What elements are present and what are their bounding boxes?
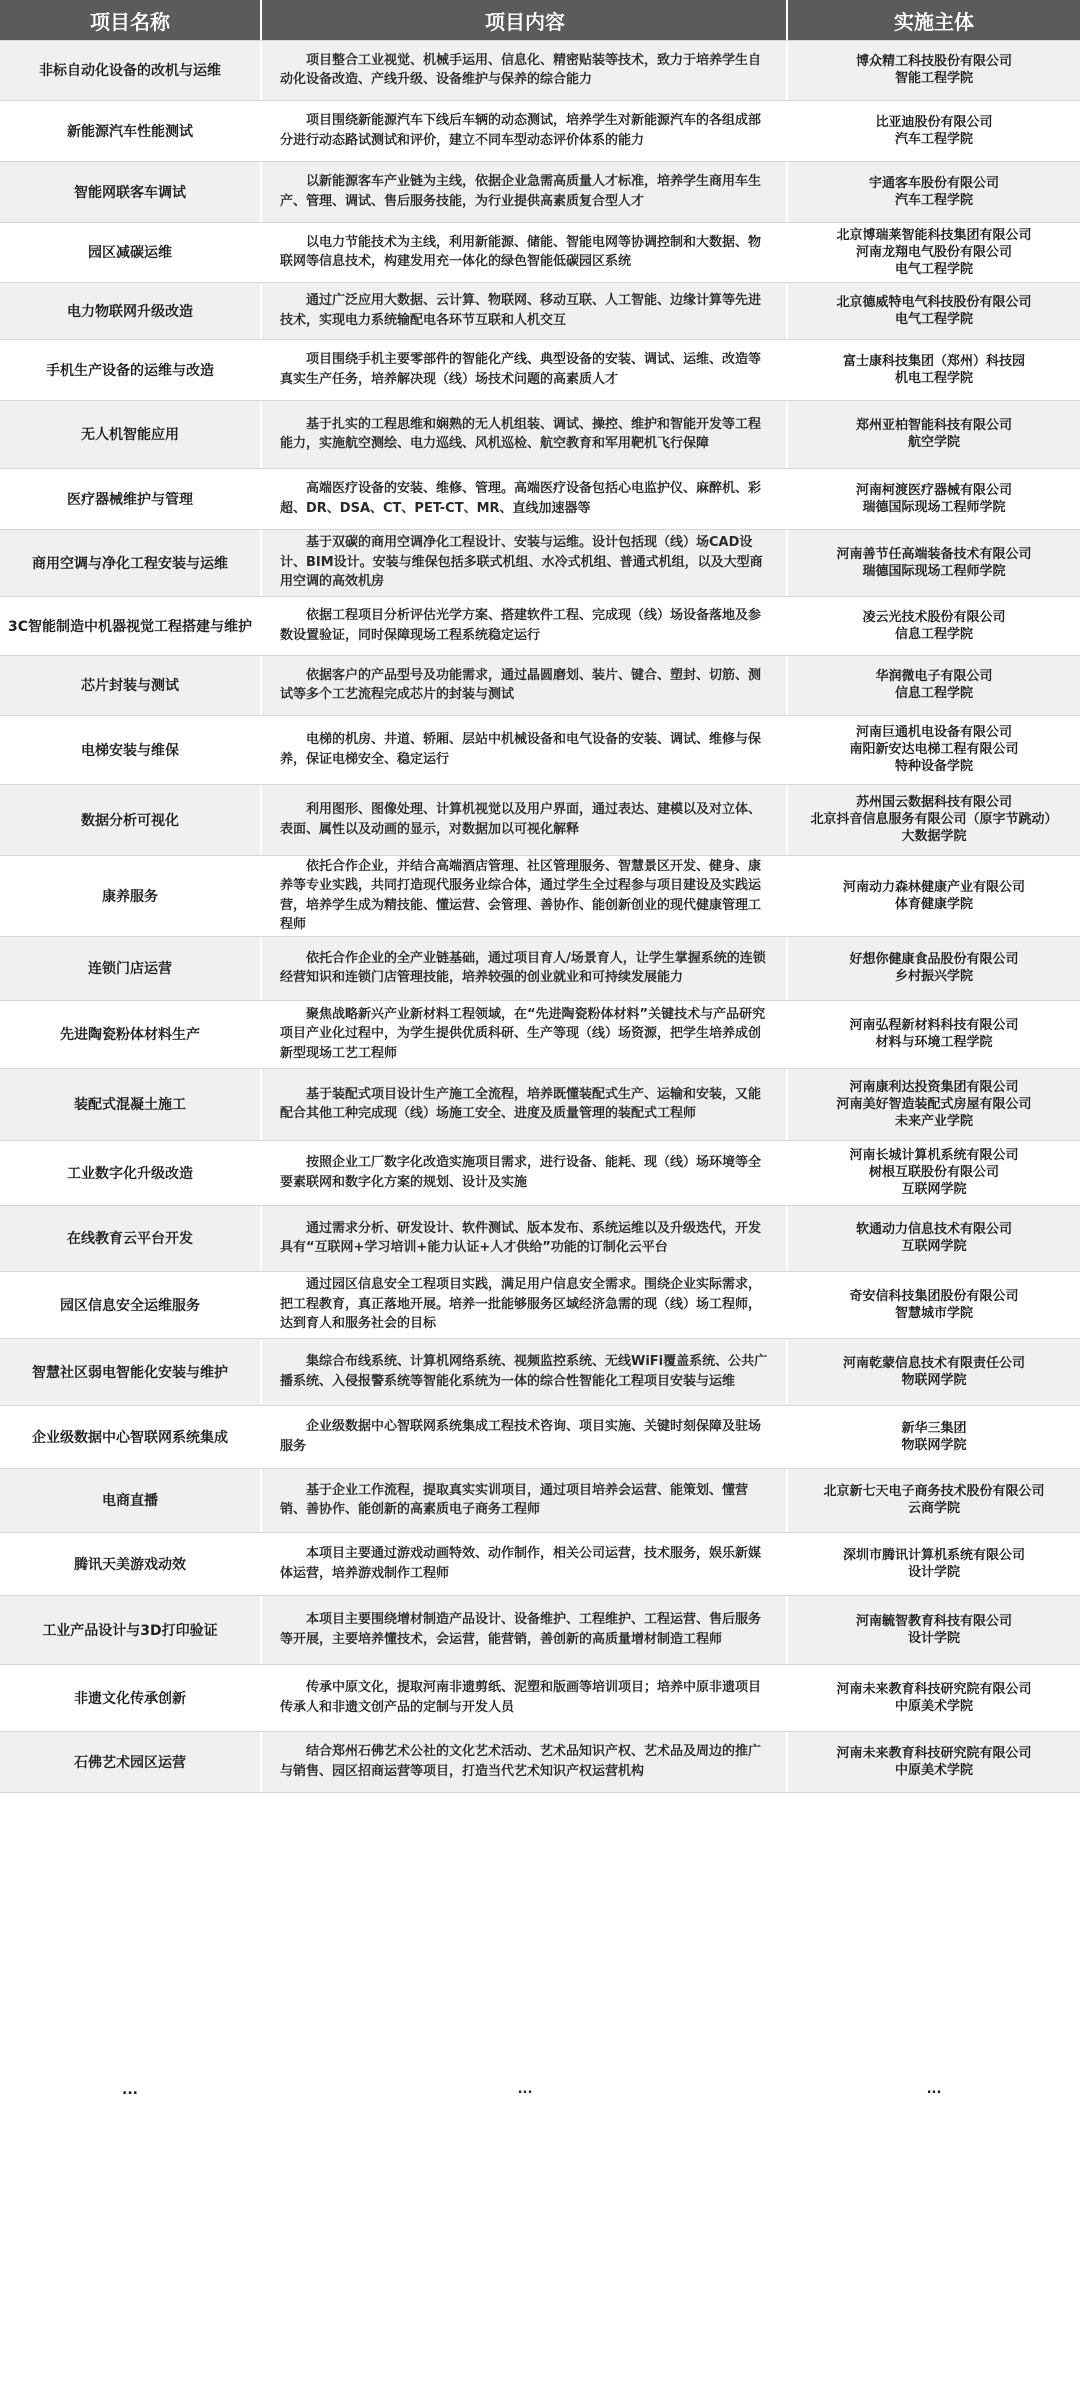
table-row bbox=[0, 1205, 1080, 1271]
implementer-name: 互联网学院 bbox=[901, 1239, 967, 1254]
project-name: 医疗器械维护与管理 bbox=[67, 491, 193, 508]
project-content-cell bbox=[262, 1000, 788, 1068]
implementer-name: 信息工程学院 bbox=[894, 626, 973, 642]
project-name: 非遗文化传承创新 bbox=[74, 1690, 186, 1707]
project-name-cell bbox=[0, 161, 262, 222]
row-divider bbox=[0, 1595, 1080, 1596]
project-content: 集综合布线系统、计算机网络系统、视频监控系统、无线WiFi覆盖系统、公共广播系统、入侵报警系统等智能化系统为一体的综合性智能化工程项目安装与运维 bbox=[280, 1354, 768, 1389]
project-name: 腾讯天美游戏动效 bbox=[74, 1556, 186, 1573]
project-content-cell bbox=[262, 1595, 788, 1664]
implementer-name: 航空学院 bbox=[907, 435, 960, 450]
project-content-cell bbox=[262, 1731, 788, 1792]
project-content: 企业级数据中心智联网系统集成工程技术咨询、项目实施、关键时刻保障及驻场服务 bbox=[280, 1419, 762, 1454]
implementer-cell bbox=[788, 1000, 1080, 1068]
implementer-cell bbox=[788, 100, 1080, 161]
row-divider bbox=[0, 161, 1080, 162]
project-content: 项目围绕新能源汽车下线后车辆的动态测试，培养学生对新能源汽车的各组成部分进行动态路试测试和评价，建立不同车型动态评价体系的能力 bbox=[280, 113, 762, 148]
project-content-cell bbox=[262, 715, 788, 784]
implementer-name: 奇安信科技集团股份有限公司 bbox=[849, 1288, 1019, 1304]
project-content: 项目整合工业视觉、机械手运用、信息化、精密贴装等技术，致力于培养学生自动化设备改造、产线升级、设备维护与保养的综合能力 bbox=[280, 52, 762, 87]
implementer-name: 河南未来教育科技研究院有限公司 bbox=[836, 1681, 1032, 1697]
row-divider bbox=[0, 1664, 1080, 1665]
table-row bbox=[0, 100, 1080, 161]
implementer-name: 物联网学院 bbox=[901, 1372, 967, 1388]
project-name: 商用空调与净化工程安装与运维 bbox=[32, 555, 228, 572]
project-name: 电梯安装与维保 bbox=[81, 742, 179, 759]
project-content-cell bbox=[262, 1664, 788, 1731]
project-content-cell bbox=[262, 1205, 788, 1271]
project-content: 以新能源客车产业链为主线，依据企业急需高质量人才标准，培养学生商用车生产、管理、调试、售后服务技能，为行业提供高素质复合型人才 bbox=[280, 174, 762, 209]
project-content-cell bbox=[262, 1271, 788, 1338]
row-divider bbox=[0, 596, 1080, 597]
implementer-name: 河南长城计算机系统有限公司 bbox=[849, 1148, 1019, 1163]
project-name: 企业级数据中心智联网系统集成 bbox=[32, 1429, 228, 1446]
project-name: 智慧社区弱电智能化安装与维护 bbox=[32, 1364, 228, 1381]
implementer-name: 博众精工科技股份有限公司 bbox=[855, 54, 1012, 69]
implementer-name: 新华三集团 bbox=[901, 1420, 967, 1436]
project-name-cell bbox=[0, 1405, 262, 1468]
implementer-name: 北京抖音信息服务有限公司（原字节跳动） bbox=[810, 812, 1058, 827]
implementer-name: 河南美好智造装配式房屋有限公司 bbox=[836, 1096, 1032, 1112]
project-content-cell bbox=[262, 936, 788, 1000]
project-content: 依据客户的产品型号及功能需求，通过晶圆磨划、装片、键合、塑封、切筋、测试等多个工艺流程完成芯片的封装与测试 bbox=[280, 667, 762, 702]
project-name-cell bbox=[0, 468, 262, 529]
project-name: ... bbox=[122, 2081, 138, 2098]
table-row bbox=[0, 1532, 1080, 1595]
implementer-name: 南阳新安达电梯工程有限公司 bbox=[849, 742, 1019, 757]
project-content-cell bbox=[262, 161, 788, 222]
project-content: 结合郑州石佛艺术公社的文化艺术活动、艺术品知识产权、艺术品及周边的推广与销售、园区招商运营等项目，打造当代艺术知识产权运营机构 bbox=[280, 1744, 762, 1779]
project-content-cell bbox=[262, 1405, 788, 1468]
project-name: 园区减碳运维 bbox=[88, 245, 172, 261]
project-content-cell bbox=[262, 1792, 788, 2387]
project-name: 工业数字化升级改造 bbox=[67, 1165, 193, 1182]
project-name: 康养服务 bbox=[102, 888, 158, 905]
project-name-cell bbox=[0, 282, 262, 339]
implementer-name: 材料与环境工程学院 bbox=[875, 1035, 993, 1050]
project-content-cell bbox=[262, 596, 788, 655]
implementer-name: 河南康利达投资集团有限公司 bbox=[849, 1079, 1019, 1095]
implementer-name: 富士康科技集团（郑州）科技园 bbox=[842, 353, 1025, 369]
implementer-name: 北京博瑞莱智能科技集团有限公司 bbox=[836, 227, 1032, 243]
implementer-name: 华润微电子有限公司 bbox=[875, 669, 993, 684]
implementer-name: 河南未来教育科技研究院有限公司 bbox=[836, 1745, 1032, 1761]
row-divider bbox=[0, 855, 1080, 856]
project-content: 依据工程项目分析评估光学方案、搭建软件工程、完成现（线）场设备落地及参数设置验证，同时保障现场工程系统稳定运行 bbox=[280, 608, 762, 643]
project-name-cell bbox=[0, 1664, 262, 1731]
implementer-cell bbox=[788, 222, 1080, 282]
project-content: 依托合作企业的全产业链基础，通过项目育人/场景育人，让学生掌握系统的连锁经营知识和连锁门店管理技能，培养较强的创业就业和可持续发展能力 bbox=[280, 950, 766, 985]
project-content: 电梯的机房、井道、轿厢、层站中机械设备和电气设备的安装、调试、维修与保养，保证电梯安全、稳定运行 bbox=[280, 732, 762, 767]
implementer-cell bbox=[788, 784, 1080, 855]
project-name-cell bbox=[0, 784, 262, 855]
table-row bbox=[0, 282, 1080, 339]
implementer-name: 电气工程学院 bbox=[894, 311, 973, 327]
project-content: 基于企业工作流程，提取真实实训项目，通过项目培养会运营、能策划、懂营销、善协作、能创新的高素质电子商务工程师 bbox=[280, 1482, 749, 1517]
row-divider bbox=[0, 1405, 1080, 1406]
table-row bbox=[0, 1338, 1080, 1405]
project-content: 项目围绕手机主要零部件的智能化产线、典型设备的安装、调试、运维、改造等真实生产任务，培养解决现（线）场技术问题的高素质人才 bbox=[280, 352, 762, 387]
implementer-name: 设计学院 bbox=[907, 1630, 960, 1646]
implementer-name: 信息工程学院 bbox=[894, 686, 973, 701]
table-row bbox=[0, 1140, 1080, 1205]
table-row bbox=[0, 784, 1080, 855]
project-content: 本项目主要围绕增材制造产品设计、设备维护、工程维护、工程运营、售后服务等开展，主要培养懂技术，会运营，能营销，善创新的高质量增材制造工程师 bbox=[280, 1612, 762, 1647]
implementer-name: 郑州亚柏智能科技有限公司 bbox=[855, 418, 1012, 433]
project-name: 无人机智能应用 bbox=[81, 427, 179, 443]
implementer-cell bbox=[788, 529, 1080, 596]
table-row bbox=[0, 655, 1080, 715]
project-content: ... bbox=[517, 2081, 533, 2097]
project-name-cell bbox=[0, 400, 262, 468]
implementer-name: 汽车工程学院 bbox=[894, 192, 973, 208]
implementer-name: 凌云光技术股份有限公司 bbox=[862, 609, 1006, 625]
row-divider bbox=[0, 529, 1080, 530]
row-divider bbox=[0, 40, 1080, 41]
table-row bbox=[0, 1664, 1080, 1731]
project-content-cell bbox=[262, 100, 788, 161]
implementer-cell bbox=[788, 1405, 1080, 1468]
implementer-cell bbox=[788, 1068, 1080, 1140]
row-divider bbox=[0, 1271, 1080, 1272]
project-content: 聚焦战略新兴产业新材料工程领域，在“先进陶瓷粉体材料”关键技术与产品研究项目产业化过程中，为学生提供优质科研、生产等现（线）场资源，把学生培养成创新型现场工艺工程师 bbox=[280, 1006, 766, 1061]
row-divider bbox=[0, 1792, 1080, 1793]
project-content: 通过园区信息安全工程项目实践，满足用户信息安全需求。围绕企业实际需求，把工程教育，真正落地开展。培养一批能够服务区域经济急需的现（线）场工程师，达到育人和服务社会的目标 bbox=[280, 1277, 762, 1332]
project-content-cell bbox=[262, 784, 788, 855]
project-name: 石佛艺术园区运营 bbox=[74, 1754, 186, 1771]
table-row bbox=[0, 1731, 1080, 1792]
project-name-cell bbox=[0, 1140, 262, 1205]
row-divider bbox=[0, 1205, 1080, 1206]
project-content: 按照企业工厂数字化改造实施项目需求，进行设备、能耗、现（线）场环境等全要素联网和数字化方案的规划、设计及实施 bbox=[280, 1155, 762, 1190]
row-divider bbox=[0, 1068, 1080, 1069]
implementer-name: 河南龙翔电气股份有限公司 bbox=[855, 244, 1012, 260]
project-content-cell bbox=[262, 1468, 788, 1532]
implementer-name: 宇通客车股份有限公司 bbox=[868, 175, 999, 191]
project-name: 3C智能制造中机器视觉工程搭建与维护 bbox=[8, 618, 253, 635]
implementer-name: 设计学院 bbox=[907, 1564, 960, 1580]
implementer-cell bbox=[788, 1664, 1080, 1731]
project-name-cell bbox=[0, 1532, 262, 1595]
project-content: 高端医疗设备的安装、维修、管理。高端医疗设备包括心电监护仪、麻醉机、彩超、DR、DSA、CT、PET-CT、MR、直线加速器等 bbox=[280, 481, 762, 516]
implementer-name: 河南动力森林健康产业有限公司 bbox=[842, 879, 1025, 895]
project-content-cell bbox=[262, 855, 788, 936]
implementer-cell bbox=[788, 1338, 1080, 1405]
implementer-cell bbox=[788, 1468, 1080, 1532]
project-content-cell bbox=[262, 529, 788, 596]
project-content-cell bbox=[262, 468, 788, 529]
implementer-name: 河南柯渡医疗器械有限公司 bbox=[855, 482, 1012, 498]
implementer-name: 智能工程学院 bbox=[894, 71, 973, 86]
implementer-name: 大数据学院 bbox=[901, 829, 967, 844]
table-row bbox=[0, 1068, 1080, 1140]
project-content: 本项目主要通过游戏动画特效、动作制作，相关公司运营，技术服务，娱乐新媒体运营，培养游戏制作工程师 bbox=[280, 1546, 762, 1581]
project-name-cell bbox=[0, 1205, 262, 1271]
implementer-cell bbox=[788, 1731, 1080, 1792]
implementer-name: 河南弘程新材料科技有限公司 bbox=[849, 1018, 1019, 1033]
implementer-name: 河南善节任高端装备技术有限公司 bbox=[836, 546, 1032, 562]
project-name: 在线教育云平台开发 bbox=[67, 1231, 193, 1247]
table-row bbox=[0, 596, 1080, 655]
project-name: 数据分析可视化 bbox=[81, 812, 179, 829]
table-row bbox=[0, 936, 1080, 1000]
header-project-content: 项目内容 bbox=[262, 0, 788, 40]
project-content-cell bbox=[262, 655, 788, 715]
implementer-name: 北京新七天电子商务技术股份有限公司 bbox=[823, 1484, 1045, 1499]
project-name-cell bbox=[0, 1338, 262, 1405]
implementer-cell bbox=[788, 655, 1080, 715]
implementer-name: 乡村振兴学院 bbox=[894, 969, 973, 984]
row-divider bbox=[0, 282, 1080, 283]
project-name-cell bbox=[0, 529, 262, 596]
project-content: 传承中原文化，提取河南非遗剪纸、泥塑和版画等培训项目；培养中原非遗项目传承人和非遗文创产品的定制与开发人员 bbox=[280, 1680, 762, 1715]
project-name-cell bbox=[0, 855, 262, 936]
implementer-name: 中原美术学院 bbox=[894, 1698, 973, 1714]
implementer-name: 特种设备学院 bbox=[894, 759, 973, 774]
row-divider bbox=[0, 1532, 1080, 1533]
implementer-name: 河南巨通机电设备有限公司 bbox=[855, 725, 1012, 740]
implementer-name: 未来产业学院 bbox=[894, 1113, 973, 1129]
project-content: 依托合作企业，并结合高端酒店管理、社区管理服务、智慧景区开发、健身、康养等专业实践，共同打造现代服务业综合体，通过学生全过程参与项目建设及实践运营，培养学生成为精技能、懂运营、会管理、善协作、能创新创业的现代健康管理工程师 bbox=[280, 858, 762, 932]
implementer-name: 中原美术学院 bbox=[894, 1762, 973, 1778]
project-name: 非标自动化设备的改机与运维 bbox=[39, 63, 221, 79]
implementer-name: 物联网学院 bbox=[901, 1437, 967, 1453]
implementer-name: 北京德威特电气科技股份有限公司 bbox=[836, 294, 1032, 310]
table-row bbox=[0, 400, 1080, 468]
implementer-name: 互联网学院 bbox=[901, 1182, 967, 1197]
table-row bbox=[0, 1000, 1080, 1068]
implementer-cell bbox=[788, 596, 1080, 655]
project-name: 工业产品设计与3D打印验证 bbox=[42, 1622, 218, 1639]
table-row bbox=[0, 161, 1080, 222]
project-name: 智能网联客车调试 bbox=[74, 184, 186, 201]
row-divider bbox=[0, 100, 1080, 101]
implementer-name: 深圳市腾讯计算机系统有限公司 bbox=[842, 1547, 1025, 1563]
project-name-cell bbox=[0, 1731, 262, 1792]
project-content-cell bbox=[262, 1338, 788, 1405]
project-name: 园区信息安全运维服务 bbox=[60, 1297, 200, 1314]
project-content-cell bbox=[262, 222, 788, 282]
project-content: 以电力节能技术为主线，利用新能源、储能、智能电网等协调控制和大数据、物联网等信息技术，构建发用充一体化的绿色智能低碳园区系统 bbox=[280, 234, 762, 269]
implementer-cell bbox=[788, 936, 1080, 1000]
row-divider bbox=[0, 468, 1080, 469]
implementer-cell bbox=[788, 1205, 1080, 1271]
project-content-cell bbox=[262, 1532, 788, 1595]
implementer-cell bbox=[788, 1595, 1080, 1664]
row-divider bbox=[0, 655, 1080, 656]
row-divider bbox=[0, 936, 1080, 937]
implementer-name: 云商学院 bbox=[907, 1501, 960, 1516]
project-content-cell bbox=[262, 400, 788, 468]
row-divider bbox=[0, 339, 1080, 340]
project-content-cell bbox=[262, 339, 788, 400]
project-name-cell bbox=[0, 596, 262, 655]
row-divider bbox=[0, 1140, 1080, 1141]
row-divider bbox=[0, 1731, 1080, 1732]
project-content: 通过需求分析、研发设计、软件测试、版本发布、系统运维以及升级迭代，开发具有“互联网+学习培训+能力认证+人才供给”功能的订制化云平台 bbox=[280, 1220, 762, 1255]
project-content-cell bbox=[262, 1140, 788, 1205]
project-name: 电力物联网升级改造 bbox=[67, 303, 193, 320]
table-row bbox=[0, 855, 1080, 936]
table-row bbox=[0, 715, 1080, 784]
implementer-cell bbox=[788, 1140, 1080, 1205]
implementer-cell bbox=[788, 339, 1080, 400]
implementer-name: 苏州国云数据科技有限公司 bbox=[855, 795, 1012, 810]
project-name: 电商直播 bbox=[102, 1493, 158, 1509]
implementer-name: 瑞德国际现场工程师学院 bbox=[862, 563, 1006, 579]
project-content: 基于扎实的工程思维和娴熟的无人机组装、调试、操控、维护和智能开发等工程能力，实施航空测绘、电力巡线、风机巡检、航空教育和军用靶机飞行保障 bbox=[280, 416, 762, 451]
implementer-name: ... bbox=[926, 2082, 942, 2097]
project-name: 新能源汽车性能测试 bbox=[67, 123, 193, 140]
project-name: 芯片封装与测试 bbox=[81, 678, 179, 694]
implementer-name: 机电工程学院 bbox=[894, 370, 973, 386]
row-divider bbox=[0, 715, 1080, 716]
project-name-cell bbox=[0, 655, 262, 715]
project-content: 基于双碳的商用空调净化工程设计、安装与运维。设计包括现（线）场CAD设计、BIM设计。安装与维保包括多联式机组、水冷式机组、普通式机组，以及大型商用空调的高效机房 bbox=[280, 535, 763, 590]
implementer-cell bbox=[788, 161, 1080, 222]
project-name-cell bbox=[0, 1792, 262, 2387]
project-name-cell bbox=[0, 1068, 262, 1140]
row-divider bbox=[0, 1338, 1080, 1339]
implementer-name: 电气工程学院 bbox=[894, 261, 973, 277]
project-name-cell bbox=[0, 339, 262, 400]
header-project-name: 项目名称 bbox=[0, 0, 262, 40]
project-name-cell bbox=[0, 715, 262, 784]
implementer-cell bbox=[788, 715, 1080, 784]
table-row bbox=[0, 1595, 1080, 1664]
header-implementer: 实施主体 bbox=[788, 0, 1080, 40]
table-row bbox=[0, 222, 1080, 282]
table-row bbox=[0, 339, 1080, 400]
table-row bbox=[0, 529, 1080, 596]
implementer-name: 汽车工程学院 bbox=[894, 131, 973, 147]
implementer-cell bbox=[788, 1532, 1080, 1595]
project-name-cell bbox=[0, 936, 262, 1000]
implementer-name: 智慧城市学院 bbox=[894, 1305, 973, 1321]
project-name: 装配式混凝土施工 bbox=[74, 1097, 186, 1113]
project-name: 先进陶瓷粉体材料生产 bbox=[60, 1027, 200, 1043]
table-row bbox=[0, 1271, 1080, 1338]
table-row bbox=[0, 40, 1080, 100]
implementer-name: 好想你健康食品股份有限公司 bbox=[849, 952, 1019, 967]
implementer-name: 软通动力信息技术有限公司 bbox=[855, 1222, 1012, 1237]
table-header bbox=[0, 0, 1080, 40]
table-row bbox=[0, 1468, 1080, 1532]
table-row bbox=[0, 1405, 1080, 1468]
project-name-cell bbox=[0, 222, 262, 282]
implementer-name: 瑞德国际现场工程师学院 bbox=[862, 499, 1006, 515]
row-divider bbox=[0, 1468, 1080, 1469]
project-name: 手机生产设备的运维与改造 bbox=[46, 362, 214, 379]
implementer-cell bbox=[788, 1792, 1080, 2387]
row-divider bbox=[0, 1000, 1080, 1001]
project-content-cell bbox=[262, 282, 788, 339]
project-name: 连锁门店运营 bbox=[88, 961, 172, 977]
row-divider bbox=[0, 784, 1080, 785]
project-content-cell bbox=[262, 40, 788, 100]
implementer-name: 比亚迪股份有限公司 bbox=[875, 114, 993, 130]
implementer-cell bbox=[788, 1271, 1080, 1338]
row-divider bbox=[0, 222, 1080, 223]
implementer-name: 河南毓智教育科技有限公司 bbox=[855, 1613, 1012, 1629]
project-name-cell bbox=[0, 100, 262, 161]
implementer-cell bbox=[788, 282, 1080, 339]
implementer-name: 树根互联股份有限公司 bbox=[868, 1165, 999, 1180]
project-content-cell bbox=[262, 1068, 788, 1140]
project-name-cell bbox=[0, 1595, 262, 1664]
project-name-cell bbox=[0, 40, 262, 100]
project-name-cell bbox=[0, 1271, 262, 1338]
row-divider bbox=[0, 400, 1080, 401]
project-name-cell bbox=[0, 1468, 262, 1532]
table-row bbox=[0, 468, 1080, 529]
implementer-cell bbox=[788, 468, 1080, 529]
implementer-cell bbox=[788, 40, 1080, 100]
project-content: 基于装配式项目设计生产施工全流程，培养既懂装配式生产、运输和安装，又能配合其他工种完成现（线）场施工安全、进度及质量管理的装配式工程师 bbox=[280, 1086, 762, 1121]
implementer-cell bbox=[788, 400, 1080, 468]
project-content: 通过广泛应用大数据、云计算、物联网、移动互联、人工智能、边缘计算等先进技术，实现电力系统输配电各环节互联和人机交互 bbox=[280, 293, 762, 328]
project-name-cell bbox=[0, 1000, 262, 1068]
implementer-name: 河南乾蒙信息技术有限责任公司 bbox=[842, 1355, 1025, 1371]
implementer-cell bbox=[788, 855, 1080, 936]
table-row bbox=[0, 1792, 1080, 2387]
project-content: 利用图形、图像处理、计算机视觉以及用户界面，通过表达、建模以及对立体、表面、属性以及动画的显示，对数据加以可视化解释 bbox=[280, 802, 762, 837]
implementer-name: 体育健康学院 bbox=[894, 896, 973, 912]
